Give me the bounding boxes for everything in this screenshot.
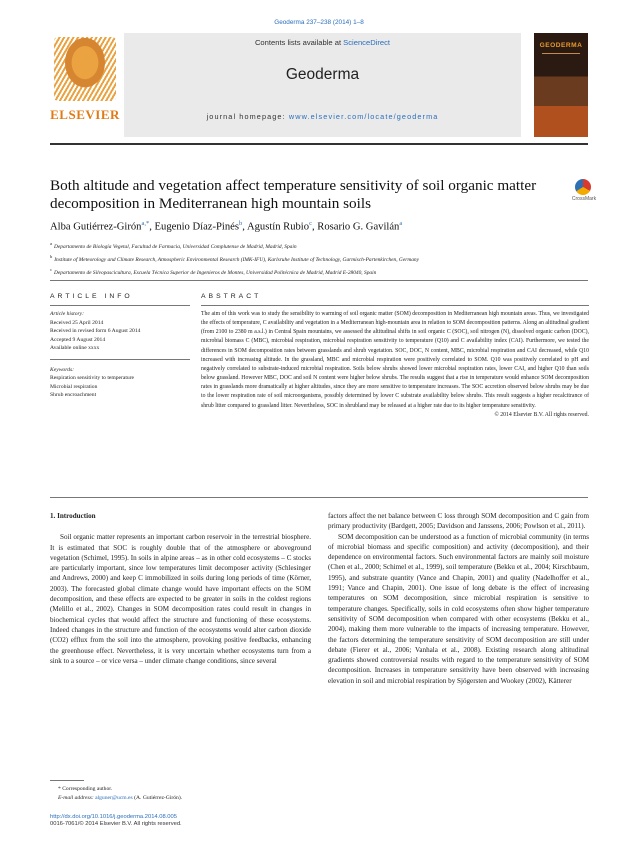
sciencedirect-link[interactable]: ScienceDirect bbox=[343, 38, 391, 47]
history-label: Article history: bbox=[50, 311, 85, 317]
journal-citation[interactable]: Geoderma 237–238 (2014) 1–8 bbox=[274, 19, 364, 26]
author-sup[interactable]: a,* bbox=[141, 220, 150, 227]
affiliations bbox=[50, 239, 590, 277]
affiliation-sup: c bbox=[50, 266, 52, 272]
issn-line: 0016-7061/© 2014 Elsevier B.V. All rights reserved. bbox=[50, 821, 182, 827]
affiliation-item bbox=[50, 265, 590, 278]
history-item: Accepted 9 August 2014 bbox=[50, 336, 106, 343]
keyword-item: Respiration sensitivity to temperature bbox=[50, 375, 135, 381]
affiliation-text: Institute of Meteorology and Climate Research, Atmospheric Environmental Research (IMK-IFU), Karlsruhe Institute of Technology, Garmisch-Partenkirchen, Germany bbox=[54, 256, 419, 263]
journal-header-panel bbox=[124, 33, 521, 137]
homepage-line bbox=[124, 112, 521, 121]
journal-name: Geoderma bbox=[285, 66, 360, 83]
cover-divider bbox=[542, 53, 580, 54]
email-line bbox=[50, 794, 290, 803]
author-list: Alba Gutiérrez-Girón$^{a,*}$, Eugenio Díaz-Pinés$^b$, Agustín Rubio$^c$, Rosario G. Gavilán$^a$ bbox=[50, 220, 403, 233]
elsevier-logo bbox=[50, 33, 120, 134]
abstract-body bbox=[201, 310, 589, 420]
elsevier-tree-icon bbox=[54, 37, 116, 101]
body-column-right bbox=[328, 511, 589, 686]
author-name[interactable]: Eugenio Díaz-Pinés bbox=[154, 221, 239, 233]
affiliation-sup: b bbox=[50, 253, 53, 259]
author-sup[interactable]: c bbox=[309, 220, 312, 227]
affiliation-text: Departamento de Biología Vegetal, Facultad de Farmacia, Universidad Complutense de Madrid, Madrid, Spain bbox=[54, 243, 297, 250]
author-name[interactable]: Alba Gutiérrez-Girón bbox=[50, 221, 142, 233]
author-name[interactable]: Rosario G. Gavilán bbox=[317, 221, 400, 233]
affiliation-item bbox=[50, 252, 590, 265]
crossmark-label: CrossMark bbox=[571, 196, 597, 202]
footnote bbox=[50, 785, 290, 803]
article-title: Both altitude and vegetation affect temperature sensitivity of soil organic matter decomposition in Mediterranean high mountain soils bbox=[50, 177, 537, 212]
email-link[interactable]: alguner@ucm.es bbox=[95, 794, 133, 801]
affiliation-sup: a bbox=[50, 241, 52, 246]
author-sup[interactable]: a bbox=[399, 220, 403, 227]
keyword-item: Shrub encroachment bbox=[50, 392, 97, 398]
contents-prefix: Contents lists available at bbox=[254, 38, 344, 47]
journal-banner bbox=[50, 33, 588, 137]
body-paragraph: factors affect the net balance between C loss through SOM decomposition and C gain from primary productivity (Bardgett, 2005; Davidson and Janssens, 2006; Powlson et al., 2011). bbox=[328, 512, 589, 531]
history-item: Received in revised form 6 August 2014 bbox=[50, 328, 141, 334]
abstract-copyright: © 2014 Elsevier B.V. All rights reserved. bbox=[494, 411, 589, 418]
affiliation-rule bbox=[50, 280, 588, 281]
author-name[interactable]: Agustín Rubio bbox=[246, 221, 310, 233]
keywords-label: Keywords: bbox=[50, 366, 75, 373]
history-item: Available online xxxx bbox=[50, 345, 100, 351]
history-item: Received 25 April 2014 bbox=[50, 319, 104, 326]
abstract-rule bbox=[201, 305, 589, 306]
keywords-rule bbox=[50, 359, 190, 360]
email-label: E-mail address: bbox=[58, 794, 94, 801]
crossmark-badge[interactable] bbox=[568, 179, 600, 201]
article-info-heading: ARTICLE INFO bbox=[50, 293, 133, 300]
homepage-link[interactable]: www.elsevier.com/locate/geoderma bbox=[288, 112, 439, 121]
journal-cover-thumbnail[interactable] bbox=[534, 33, 588, 137]
doi-link[interactable]: http://dx.doi.org/10.1016/j.geoderma.2014.08.005 bbox=[50, 814, 177, 820]
publisher-name: ELSEVIER bbox=[50, 107, 120, 122]
body-column-left bbox=[50, 511, 311, 666]
email-suffix: (A. Gutiérrez-Girón). bbox=[132, 794, 183, 801]
section-heading: 1. Introduction bbox=[50, 512, 96, 520]
abstract-bottom-rule bbox=[50, 497, 588, 498]
article-info bbox=[50, 310, 190, 406]
cover-title: GEODERMA bbox=[539, 42, 583, 49]
corresponding-author: * Corresponding author. bbox=[58, 786, 113, 792]
affiliation-item bbox=[50, 239, 590, 252]
contents-line bbox=[124, 38, 521, 47]
footnote-rule bbox=[50, 780, 84, 781]
article-history bbox=[50, 310, 190, 353]
keywords bbox=[50, 366, 190, 400]
abstract-heading: ABSTRACT bbox=[201, 293, 262, 300]
crossmark-icon bbox=[575, 179, 591, 195]
body-paragraph: Soil organic matter represents an important carbon reservoir in the terrestrial biosphere. It is estimated that SOC is roughly double that of the atmosphere or aboveground vegetation (Schimel, 1995). In soils in alpine areas – as in other cold ecosystems – C stocks are particularly important, since low temperatures limit decomposer activity (Schlesinger and Andrews, 2000) and keep C immobilized in soils during long periods of time (Körner, 2003). The forecasted global climate change would have important effects on the SOM decomposition, and these effects are expected to be greater in soils in the coldest regions (Melillo et al., 2002). Changes in SOM decomposition rates could result in changes in biochemical cycles that would affect the structure and functioning of these ecosystems. Indeed changes in the structure and function of the ecosystems would alter carbon dioxide (CO2) efflux from the soil into the atmosphere, provoking positive feedbacks, enhancing the greenhouse effect. Nevertheless, it is very uncertain whether ecosystems turn from a sink to a source – or vice versa – under climate change conditions, since several bbox=[50, 533, 311, 665]
abstract-text: The aim of this work was to study the sensibility to warming of soil organic matter (SOM) decomposition in Mediterranean high mountain areas. Thus, we investigated the effects of temperature, C availability and vegetation in a Mediterranean high-mountain area in relation to SOM decomposition patterns. Along an altitudinal gradient (from 2100 to 2380 m a.s.l.) in Central Spain mountains, we assessed the altitudinal shifts in soil organic C (SOC), soil nitrogen (N), dissolved organic carbon (DOC), microbial biomass C (MBC), microbial respiration, microbial respiration sensitivity to temperature (Q10) and C availability index (CAI). Furthermore, we tested the differences in SOM decomposition rates between grasslands and shrub vegetation. SOC, DOC, N content, MBC, microbial respiration and CAI decreased, while Q10 increased with increasing altitude. In the grassland, MBC and microbial respiration were positively correlated to SOM. Q10 was positively correlated to pH and negatively correlated to substrate-induced microbial respiration. Soils below shrubs showed lower microbial respiration rates, lower CAI, and higher Q10 than soils below grassland. However MBC, DOC and soil N content were higher below shrubs. The results suggest that a rise in temperature would enhance SOM decomposition rates in grasslands more dramatically at higher altitudes, since they are more sensitive to temperature increases. The SOC accretion observed below shrubs may be due to the lower respiration rate of soil microorganisms, possibly determined by lower C substrate availability below shrubs. This result suggests a higher recalcitrance of shrub litter compared to grassland litter. Nevertheless, SOC in shrubland may be released at a higher rate due to its higher temperature sensitivity. bbox=[201, 311, 589, 409]
affiliation-text: Departamento de Silvopascicultura, Escuela Técnica Superior de Ingenieros de Montes, Universidad Politécnica de Madrid, Madrid E-28040, Spain bbox=[54, 269, 377, 276]
keyword-item: Microbial respiration bbox=[50, 383, 98, 390]
header-rule bbox=[50, 143, 588, 145]
body-paragraph: SOM decomposition can be understood as a function of microbial community (in terms of microbial biomass and specific composition) and activity (decomposition), and their dependence on environmental factors. Such environmental factors are mainly soil moisture (Chen et al., 2000; Schimel et al., 1999), soil temperature (Bekku et al., 2004; Kirschbaum, 1995), and substrate quantity (Vance and Chapin, 2001) and quality (Nadelhoffer et al., 1991; Vance and Chapin, 2001). One issue of long debate is the effect of increasing temperatures on SOM decomposition, since microbial respiration is sensitive to temperature changes. Specifically, soils in cold ecosystems often show higher temperature sensitivity of SOM decomposition when compared with other ecosystems (Bekku et al., 2004), making them more vulnerable to the impacts of increasing temperature. However, the factors determining the temperature sensitivity of SOM decomposition are still under debate (Fierer et al., 2006; Vanhala et al., 2008). Existing research along altitudinal gradients showed controversial results with regard to the temperature sensitivity of SOM decomposition. Increases in temperature sensitivity have been observed with increasing elevation in soil and microbial respiration by Sjögersten and Wookey (2002), Kätterer bbox=[328, 532, 589, 685]
author-sup[interactable]: b bbox=[238, 220, 243, 227]
article-info-rule bbox=[50, 305, 190, 306]
homepage-prefix: journal homepage: bbox=[206, 112, 289, 121]
